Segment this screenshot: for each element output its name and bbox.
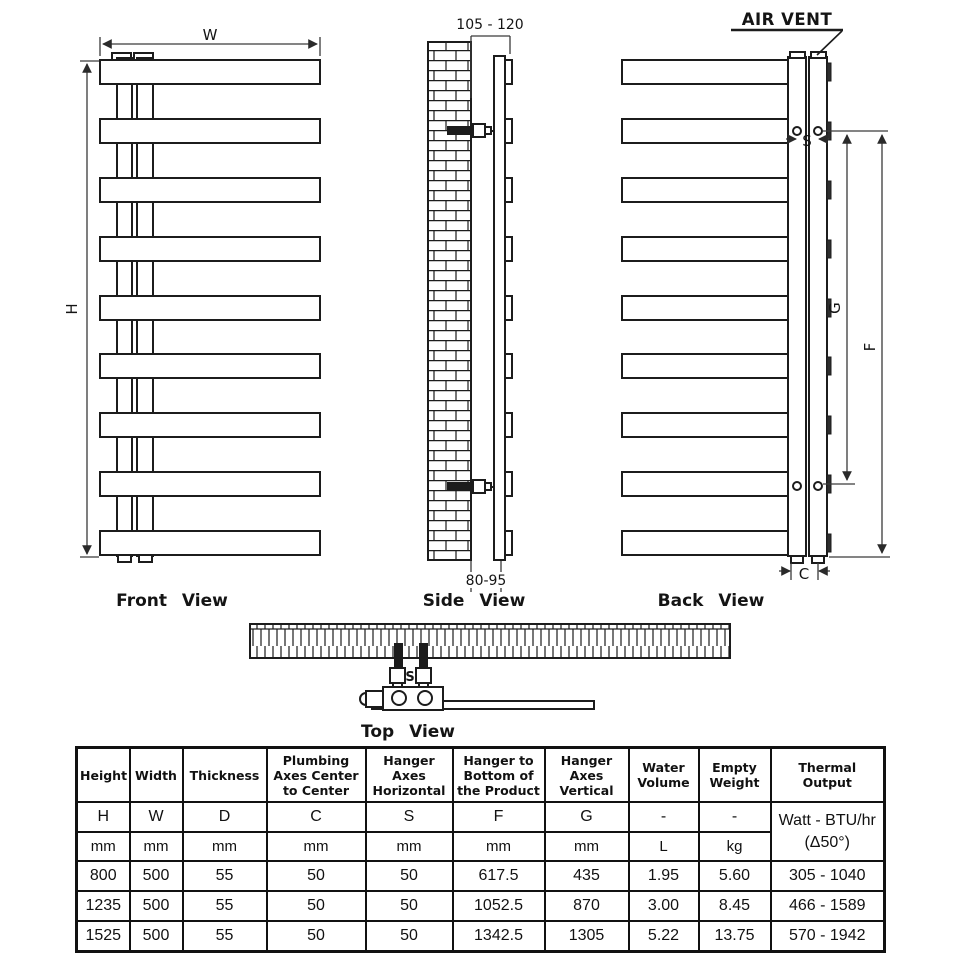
col-header-thermal-output: Thermal Output	[771, 748, 885, 803]
unit-cell: mm	[77, 832, 130, 861]
dim-wall-bottom-label: 80-95	[465, 573, 507, 589]
spec-cell: 1052.5	[453, 891, 545, 921]
unit-cell: mm	[183, 832, 267, 861]
hanger-bottom-dimension	[829, 135, 890, 557]
spec-cell: 3.00	[629, 891, 699, 921]
spec-cell: 800	[77, 861, 130, 891]
back-view-label: Back View	[657, 591, 765, 611]
unit-cell: mm	[267, 832, 366, 861]
table-unit-row	[77, 832, 885, 861]
spec-cell: 55	[183, 891, 267, 921]
top-view-label: Top View	[360, 722, 456, 742]
spec-cell: 1525	[77, 921, 130, 952]
spec-cell: 50	[267, 891, 366, 921]
table-symbol-row	[77, 802, 885, 832]
width-dimension	[100, 26, 320, 56]
spec-cell: 305 - 1040	[771, 861, 885, 891]
plumbing-center-dimension	[779, 563, 830, 583]
spec-cell: 13.75	[699, 921, 771, 952]
symbol-cell: W	[130, 802, 183, 832]
col-header-hanger-horizontal: Hanger Axes Horizontal	[366, 748, 453, 803]
wall-distance-bottom-dimension	[463, 561, 509, 592]
unit-cell: kg	[699, 832, 771, 861]
spec-cell: 55	[183, 861, 267, 891]
top-manifold	[360, 687, 594, 710]
unit-cell: L	[629, 832, 699, 861]
dim-c-label: C	[798, 565, 810, 583]
spec-cell: 1.95	[629, 861, 699, 891]
col-header-height: Height	[77, 748, 130, 803]
spec-cell: 1305	[545, 921, 629, 952]
spec-cell: 1342.5	[453, 921, 545, 952]
symbol-cell: D	[183, 802, 267, 832]
spec-cell: 435	[545, 861, 629, 891]
spec-cell: 50	[267, 861, 366, 891]
spec-cell: 8.45	[699, 891, 771, 921]
symbol-cell: S	[366, 802, 453, 832]
spec-cell: 1235	[77, 891, 130, 921]
spec-cell: 500	[130, 891, 183, 921]
table-header-row	[77, 748, 885, 803]
top-view	[250, 624, 730, 742]
symbol-cell: -	[699, 802, 771, 832]
dim-s-label: S	[802, 132, 812, 150]
symbol-cell: H	[77, 802, 130, 832]
col-header-thickness: Thickness	[183, 748, 267, 803]
spec-cell: 50	[366, 861, 453, 891]
col-header-empty-weight: Empty Weight	[699, 748, 771, 803]
symbol-cell: C	[267, 802, 366, 832]
spec-cell: 50	[366, 921, 453, 952]
col-header-hanger-bottom: Hanger to Bottom of the Product	[453, 748, 545, 803]
dim-h-label: H	[63, 303, 81, 315]
spec-cell: 500	[130, 921, 183, 952]
spec-cell: 570 - 1942	[771, 921, 885, 952]
dim-g-label: G	[826, 302, 844, 314]
spec-table	[75, 746, 886, 953]
air-vent-callout	[731, 10, 843, 55]
spec-cell: 5.60	[699, 861, 771, 891]
thermal-unit-cell	[771, 802, 885, 861]
spec-cell: 466 - 1589	[771, 891, 885, 921]
spec-cell: 50	[366, 891, 453, 921]
height-dimension	[63, 61, 99, 557]
symbol-cell: -	[629, 802, 699, 832]
back-view	[622, 10, 890, 611]
side-view	[423, 17, 526, 611]
air-vent-label: AIR VENT	[741, 10, 833, 29]
side-bar-ends	[505, 60, 512, 555]
side-panel	[494, 56, 505, 560]
spec-cell: 870	[545, 891, 629, 921]
table-row	[77, 891, 885, 921]
wall-band	[250, 624, 730, 658]
unit-cell: mm	[130, 832, 183, 861]
col-header-plumbing-axes: Plumbing Axes Center to Center	[267, 748, 366, 803]
col-header-hanger-vertical: Hanger Axes Vertical	[545, 748, 629, 803]
back-bars	[622, 60, 790, 555]
spec-cell: 500	[130, 861, 183, 891]
thermal-unit-line1: Watt - BTU/hr	[778, 811, 876, 829]
thermal-unit-line2: (Δ50°)	[804, 833, 851, 851]
table-row	[77, 921, 885, 952]
spec-cell: 617.5	[453, 861, 545, 891]
hanger-vertical-dimension	[823, 131, 888, 484]
side-view-label: Side View	[422, 591, 526, 611]
unit-cell: mm	[545, 832, 629, 861]
dim-wall-top-label: 105 - 120	[456, 17, 524, 33]
spec-cell: 50	[267, 921, 366, 952]
spec-cell: 55	[183, 921, 267, 952]
dim-f-label: F	[861, 342, 879, 352]
front-view-label: Front View	[116, 591, 228, 611]
col-header-width: Width	[130, 748, 183, 803]
top-view-s-label: S	[405, 670, 415, 685]
symbol-cell: F	[453, 802, 545, 832]
symbol-cell: G	[545, 802, 629, 832]
unit-cell: mm	[366, 832, 453, 861]
table-row	[77, 861, 885, 891]
col-header-water-volume: Water Volume	[629, 748, 699, 803]
front-bars	[100, 60, 320, 555]
front-view	[63, 26, 320, 611]
spec-cell: 5.22	[629, 921, 699, 952]
unit-cell: mm	[453, 832, 545, 861]
dim-w-label: W	[202, 26, 218, 44]
